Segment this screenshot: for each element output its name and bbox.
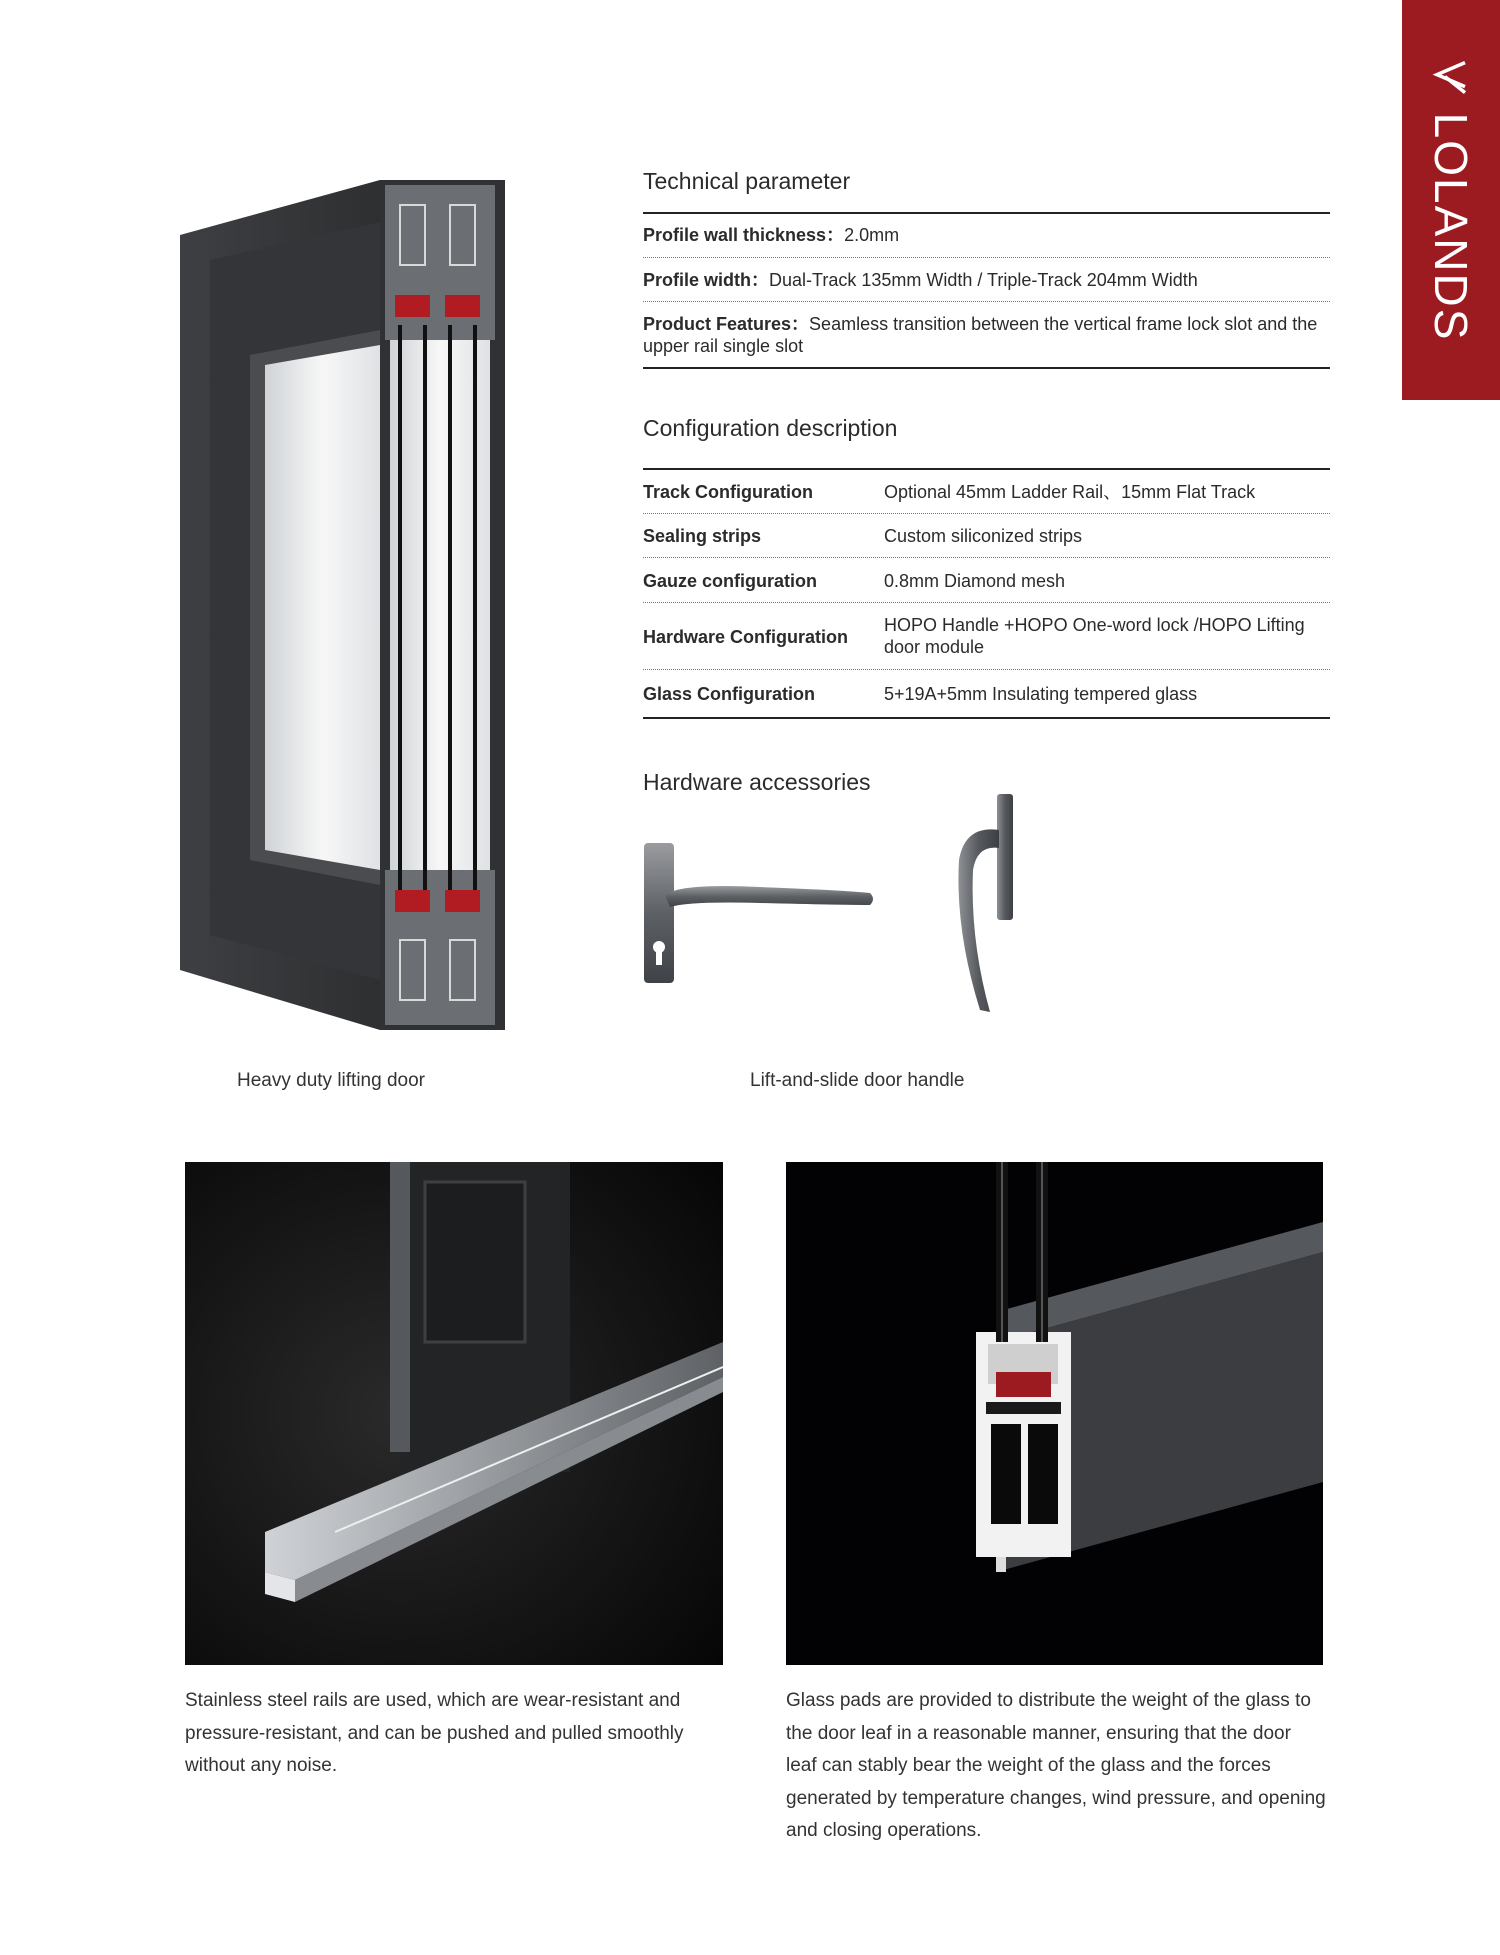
param-value: Seamless transition between the vertical frame lock slot and the upper rail single slot	[643, 314, 1318, 356]
glass-pad-description: Glass pads are provided to distribute the weight of the glass to the door leaf in a reasonable manner, ensuring that the door leaf can stably bear the weight of the glass and the forces generated by temperature changes, wind pressure, and opening and closing operations.	[786, 1690, 1326, 1841]
config-value: 0.8mm Diamond mesh	[884, 571, 1066, 591]
pull-handle-image	[945, 790, 1025, 1020]
config-value: Optional 45mm Ladder Rail、15mm Flat Track	[884, 482, 1256, 502]
config-label: Gauze configuration	[643, 571, 818, 591]
config-label: Glass Configuration	[643, 684, 816, 704]
divider	[643, 212, 1330, 214]
param-row	[643, 313, 1325, 357]
config-value: Custom siliconized strips	[884, 526, 1083, 546]
divider	[643, 468, 1330, 470]
param-label: Profile width：	[643, 270, 769, 290]
config-label: Track Configuration	[643, 482, 814, 502]
param-value: Dual-Track 135mm Width / Triple-Track 204mm Width	[769, 270, 1198, 290]
divider	[643, 301, 1330, 302]
door-profile-image	[175, 170, 505, 1040]
hardware-title: Hardware accessories	[643, 769, 871, 795]
config-value: HOPO Handle +HOPO One-word lock /HOPO Lifting door module	[884, 615, 1305, 657]
param-row	[643, 224, 1325, 246]
divider	[643, 513, 1330, 514]
config-label: Sealing strips	[643, 526, 762, 546]
handle-caption: Lift-and-slide door handle	[750, 1070, 965, 1091]
door-caption: Heavy duty lifting door	[237, 1070, 425, 1091]
divider	[643, 669, 1330, 670]
brand-logo	[1424, 59, 1478, 342]
glass-pad-photo	[786, 1162, 1323, 1665]
brand-tab	[1402, 0, 1500, 400]
lever-handle-image	[640, 835, 880, 985]
rail-photo	[185, 1162, 723, 1665]
param-value: 2.0mm	[844, 225, 900, 245]
config-label: Hardware Configuration	[643, 627, 849, 647]
technical-title: Technical parameter	[643, 168, 851, 194]
config-value: 5+19A+5mm Insulating tempered glass	[884, 684, 1198, 704]
configuration-title: Configuration description	[643, 415, 898, 441]
divider	[643, 602, 1330, 603]
brand-name: LOLANDS	[1425, 112, 1477, 342]
param-label: Product Features：	[643, 314, 810, 334]
divider	[643, 257, 1330, 258]
divider	[643, 717, 1330, 719]
param-row	[643, 269, 1325, 291]
divider	[643, 557, 1330, 558]
param-label: Profile wall thickness：	[643, 225, 845, 245]
rail-description: Stainless steel rails are used, which are wear-resistant and pressure-resistant, and can be pushed and pulled smoothly without any noise.	[185, 1690, 684, 1776]
lolands-logo-icon	[1431, 59, 1471, 99]
divider	[643, 367, 1330, 369]
